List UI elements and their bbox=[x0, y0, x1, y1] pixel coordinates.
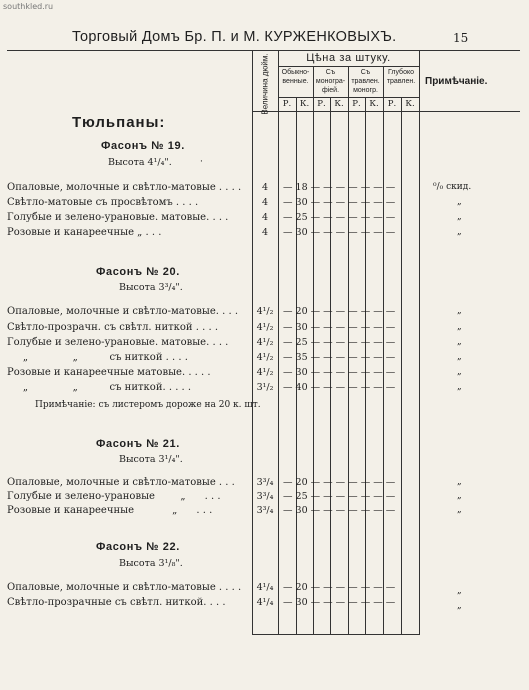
item-size: 4¹/₂ bbox=[256, 337, 274, 348]
rk-label: Р. bbox=[387, 99, 397, 109]
item-description: Розовые и канарeечные „ . . . bbox=[7, 227, 162, 238]
item-description: Опаловые, молочные и свѣтло-матовые . . . . bbox=[7, 182, 242, 193]
col-line bbox=[330, 97, 331, 635]
page-number: 15 bbox=[453, 31, 469, 45]
item-size: 4 bbox=[261, 227, 269, 238]
item-price: — 25 — — — — — — — bbox=[283, 212, 396, 223]
item-description: Свѣтло-прозрачн. съ свѣтл. ниткой . . . . bbox=[7, 322, 219, 333]
item-description: „ „ съ ниткой. . . . . bbox=[7, 382, 192, 393]
item-size: 3³/₄ bbox=[256, 505, 274, 516]
item-price: — 20 — — — — — — — bbox=[283, 477, 396, 488]
item-remark: „ bbox=[457, 586, 462, 596]
item-description: Свѣтло-матовые съ просвѣтомъ . . . . bbox=[7, 197, 199, 208]
item-size: 3³/₄ bbox=[256, 491, 274, 502]
remarks-column-header: Примѣчанiе. bbox=[425, 76, 488, 87]
item-description: Опаловые, молочные и свѣтло-матовые . . . . bbox=[7, 582, 242, 593]
item-description: Розовые и канарeечные матовые. . . . . bbox=[7, 367, 211, 378]
item-price: — 40 — — — — — — — bbox=[283, 382, 396, 393]
rk-label: Р. bbox=[282, 99, 292, 109]
item-size: 4 bbox=[261, 197, 269, 208]
item-price: — 25 — — — — — — — bbox=[283, 491, 396, 502]
item-price: — 30 — — — — — — — bbox=[283, 227, 396, 238]
subcol-header-monogram: Съ моногра- фiей. bbox=[315, 69, 346, 94]
item-size: 3¹/₂ bbox=[256, 382, 274, 393]
model-height: Высота 4¹/₄". bbox=[108, 157, 172, 168]
subcol-header-deep-etched: Глубоко травлен. bbox=[386, 69, 416, 85]
item-remark: ⁰/₀ скид. bbox=[433, 182, 472, 192]
col-line bbox=[383, 66, 384, 635]
item-size: 4¹/₂ bbox=[256, 367, 274, 378]
model-title: Фасонъ № 21. bbox=[96, 438, 180, 450]
rk-label: К. bbox=[299, 99, 310, 109]
subcol-header-ordinary: Обыкно- венные. bbox=[281, 69, 310, 85]
item-size: 4 bbox=[261, 212, 269, 223]
item-size: 4¹/₂ bbox=[256, 322, 274, 333]
col-line bbox=[401, 97, 402, 635]
item-price: — 30 — — — — — — — bbox=[283, 197, 396, 208]
col-line bbox=[278, 50, 279, 635]
header-rule bbox=[7, 50, 520, 51]
item-description: Голубые и зелено-урановые. матовые. . . . bbox=[7, 212, 229, 223]
model-title: Фасонъ № 22. bbox=[96, 541, 180, 553]
table-bottom-rule bbox=[252, 634, 420, 635]
item-price: — 30 — — — — — — — bbox=[283, 597, 396, 608]
rk-label: Р. bbox=[317, 99, 326, 109]
item-size: 4¹/₄ bbox=[256, 582, 274, 593]
item-price: — 18 — — — — — — — bbox=[283, 182, 396, 193]
item-price: — 35 — — — — — — — bbox=[283, 352, 396, 363]
item-remark: „ bbox=[457, 212, 462, 222]
size-column-header: Величина дюйм. bbox=[260, 53, 270, 115]
item-remark: „ bbox=[457, 382, 462, 392]
item-remark: „ bbox=[457, 227, 462, 237]
item-remark: „ bbox=[457, 337, 462, 347]
item-price: — 20 — — — — — — — bbox=[283, 582, 396, 593]
item-size: 4¹/₄ bbox=[256, 597, 274, 608]
model-title: Фасонъ № 20. bbox=[96, 266, 180, 278]
model-height: Высота 3³/₄". bbox=[119, 282, 183, 293]
item-price: — 25 — — — — — — — bbox=[283, 337, 396, 348]
item-remark: „ bbox=[457, 306, 462, 316]
item-description: Голубые и зелено-урановые „ . . . bbox=[7, 491, 221, 502]
item-remark: „ bbox=[457, 477, 462, 487]
item-price: — 30 — — — — — — — bbox=[283, 505, 396, 516]
item-description: Опаловые, молочные и свѣтло-матовые. . . . bbox=[7, 306, 239, 317]
rk-label: К. bbox=[405, 99, 415, 109]
item-description: Розовые и канарeечные „ . . . bbox=[7, 505, 213, 516]
col-line bbox=[419, 50, 420, 635]
header-bottom-rule bbox=[252, 111, 520, 112]
model-note: Примѣчанiе: съ листеромъ дороже на 20 к. шт. bbox=[35, 400, 261, 410]
rk-label: К. bbox=[334, 99, 344, 109]
model-height: Высота 3¹/₈". bbox=[119, 558, 183, 569]
col-line bbox=[348, 66, 349, 635]
item-remark: „ bbox=[457, 352, 462, 362]
item-description: Опаловые, молочные и свѣтло-матовые . . . bbox=[7, 477, 235, 488]
col-line bbox=[365, 97, 366, 635]
item-price: — 20 — — — — — — — bbox=[283, 306, 396, 317]
page-header-title: Торговый Домъ Бр. П. и М. КУРЖЕНКОВЫХЪ. bbox=[72, 29, 397, 45]
stray-mark: · bbox=[200, 157, 203, 167]
rk-label: К. bbox=[369, 99, 379, 109]
item-remark: „ bbox=[457, 491, 462, 501]
item-size: 4 bbox=[261, 182, 269, 193]
item-description: Голубые и зелено-урановые. матовые. . . . bbox=[7, 337, 229, 348]
model-height: Высота 3¹/₄". bbox=[119, 454, 183, 465]
rk-label: Р. bbox=[352, 99, 361, 109]
col-line bbox=[296, 97, 297, 635]
section-title: Тюльпаны: bbox=[72, 114, 166, 131]
item-price: — 30 — — — — — — — bbox=[283, 322, 396, 333]
model-title: Фасонъ № 19. bbox=[101, 140, 185, 152]
item-description: „ „ съ ниткой . . . . bbox=[7, 352, 188, 363]
item-remark: „ bbox=[457, 505, 462, 515]
item-remark: „ bbox=[457, 601, 462, 611]
col-line bbox=[313, 66, 314, 635]
item-size: 3³/₄ bbox=[256, 477, 274, 488]
item-description: Свѣтло-прозрачные съ свѣтл. ниткой. . . . bbox=[7, 597, 226, 608]
item-price: — 30 — — — — — — — bbox=[283, 367, 396, 378]
item-size: 4¹/₂ bbox=[256, 306, 274, 317]
item-remark: „ bbox=[457, 197, 462, 207]
item-remark: „ bbox=[457, 367, 462, 377]
watermark: southkled.ru bbox=[3, 2, 54, 11]
item-size: 4¹/₂ bbox=[256, 352, 274, 363]
subcol-header-etched-monogram: Съ травлен. моногр. bbox=[351, 69, 380, 94]
item-remark: „ bbox=[457, 322, 462, 332]
price-group-header: Цѣна за штуку. bbox=[306, 52, 391, 64]
